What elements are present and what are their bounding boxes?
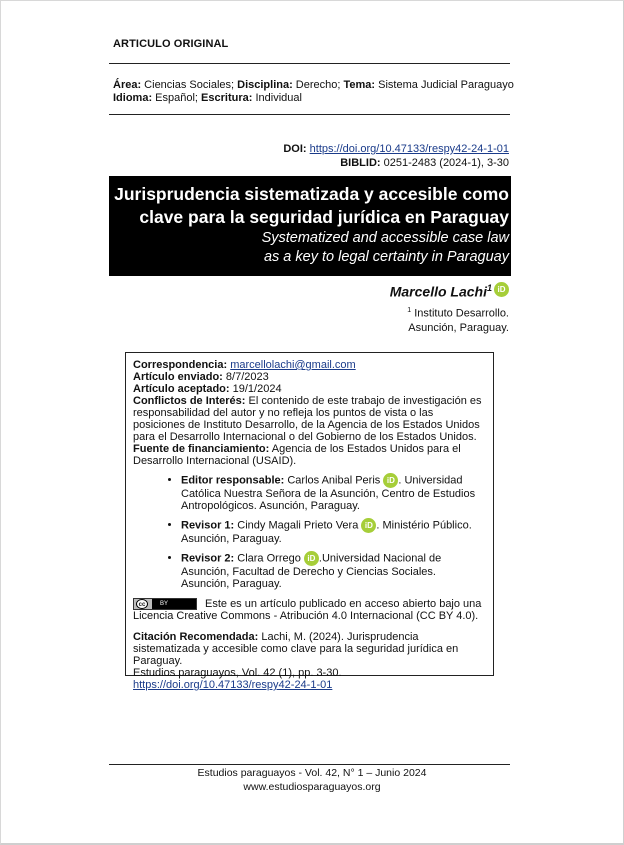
topic-label: Tema:: [343, 79, 376, 91]
corr-email-link[interactable]: marcellolachi@gmail.com: [230, 359, 356, 371]
writing-label: Escritura:: [201, 92, 253, 104]
sent-value: 8/7/2023: [222, 371, 269, 383]
sent-label: Artículo enviado:: [133, 371, 223, 383]
orcid-icon[interactable]: iD: [383, 473, 398, 488]
citation-doi-link[interactable]: https://doi.org/10.47133/respy42-24-1-01: [133, 679, 333, 692]
editor-name: Carlos Anibal Peris: [284, 474, 384, 487]
doi-label: DOI:: [283, 143, 307, 155]
reviewer-2-label: Revisor 2:: [181, 552, 235, 565]
reviewer-1-label: Revisor 1:: [181, 519, 235, 532]
list-item-reviewer-1: [181, 518, 486, 545]
topic-value: Sistema Judicial Paraguayo: [375, 79, 514, 91]
orcid-icon[interactable]: iD: [361, 518, 376, 533]
recommended-citation: [133, 631, 486, 691]
reviewer-2-name: Clara Orrego: [234, 552, 304, 565]
footer-website[interactable]: www.estudiosparaguayos.org: [243, 781, 381, 793]
divider-meta: [109, 114, 510, 115]
orcid-icon[interactable]: iD: [494, 282, 509, 297]
affil-line-1: Instituto Desarrollo.: [411, 307, 509, 320]
list-item-editor: [181, 473, 486, 512]
title-english-line-1: Systematized and accessible case law: [261, 230, 509, 246]
license-text-1: Este es un artículo publicado en acceso abierto bajo una: [205, 598, 482, 610]
affil-sup: 1: [407, 307, 412, 314]
date-sent: [133, 371, 486, 383]
accepted-label: Artículo aceptado:: [133, 383, 230, 395]
conflicts-label: Conflictos de Interés:: [133, 395, 246, 407]
doi-link[interactable]: https://doi.org/10.47133/respy42-24-1-01: [309, 143, 509, 155]
language-label: Idioma:: [113, 92, 153, 104]
area-label: Área:: [113, 79, 142, 91]
license-block: [133, 598, 486, 622]
writing-value: Individual: [252, 92, 302, 104]
cc-icon: cc: [136, 599, 148, 609]
footer-journal: Estudios paraguayos - Vol. 42, N° 1 – Junio 2024: [197, 767, 427, 779]
conflicts-of-interest: [133, 395, 486, 443]
funding-label: Fuente de financiamiento:: [133, 443, 270, 455]
author-name-text: Marcello Lachi: [389, 283, 487, 300]
reviewers-list: [133, 473, 486, 590]
cc-by-license-icon[interactable]: [133, 598, 197, 610]
meta-line-2: [113, 92, 514, 105]
author-affiliation: [407, 304, 509, 335]
divider-footer: [109, 764, 510, 765]
reviewer-1-affiliation: . Ministério Público. Asunción, Paraguay.: [181, 519, 472, 545]
article-info-box: [125, 352, 494, 692]
title-spanish-line-2: clave para la seguridad jurídica en Paraguay: [139, 207, 509, 227]
biblid-value: 0251-2483 (2024-1), 3-30: [380, 157, 509, 169]
divider-top: [109, 63, 510, 64]
discipline-value: Derecho;: [292, 79, 344, 91]
author-sup: 1: [486, 283, 492, 293]
doi-block: [283, 142, 509, 170]
title-english-line-2: as a key to legal certainty in Paraguay: [263, 249, 509, 265]
language-value: Español;: [152, 92, 202, 104]
list-item-reviewer-2: [181, 551, 486, 590]
citation-label: Citación Recomendada:: [133, 631, 259, 644]
conflicts-value: El contenido de este trabajo de investigación es responsabilidad del autor y no refleja los puntos de vista o las posiciones de Instituto Desarrollo, de la Agencia de los Estados Unidos para el Desarrollo Internacional o del Gobierno de los Estados Unidos.: [133, 395, 482, 443]
article-type: ARTICULO ORIGINAL: [113, 38, 229, 50]
discipline-label: Disciplina:: [237, 79, 293, 91]
reviewer-1-name: Cindy Magali Prieto Vera: [234, 519, 362, 532]
citation-value: Lachi, M. (2024). Jurisprudencia sistematizada y accesible como clave para la seguridad jurídica en Paraguay.: [133, 631, 459, 668]
funding-source: [133, 443, 486, 467]
funding-value: Agencia de los Estados Unidos para el Desarrollo Internacional (USAID).: [133, 443, 461, 467]
article-metadata: [113, 79, 514, 105]
date-accepted: [133, 383, 486, 395]
footer: [0, 766, 624, 794]
title-spanish-line-1: Jurisprudencia sistematizada y accesible como: [114, 184, 509, 204]
area-value: Ciencias Sociales;: [141, 79, 238, 91]
affil-line-2: Asunción, Paraguay.: [408, 321, 509, 334]
editor-label: Editor responsable:: [181, 474, 285, 487]
citation-journal: Estudios paraguayos, Vol. 42 (1), pp. 3-30.: [133, 667, 342, 680]
reviewer-2-affiliation: .Universidad Nacional de Asunción, Facultad de Derecho y Ciencias Sociales. Asunción, Paraguay.: [181, 552, 442, 590]
accepted-value: 19/1/2024: [229, 383, 282, 395]
license-text-2: Licencia Creative Commons - Atribución 4.0 Internacional (CC BY 4.0).: [133, 610, 479, 623]
biblid-label: BIBLID:: [340, 157, 381, 169]
author-name: [390, 283, 492, 300]
corr-label: Correspondencia:: [133, 359, 228, 371]
editor-affiliation: . Universidad Católica Nuestra Señora de la Asunción, Centro de Estudios Antropológicos. Asunción, Paraguay.: [181, 474, 476, 512]
orcid-icon[interactable]: iD: [304, 551, 319, 566]
title-banner: [109, 176, 511, 276]
meta-line-1: [113, 79, 514, 92]
by-icon: BY: [152, 599, 196, 609]
correspondence: [133, 359, 486, 371]
